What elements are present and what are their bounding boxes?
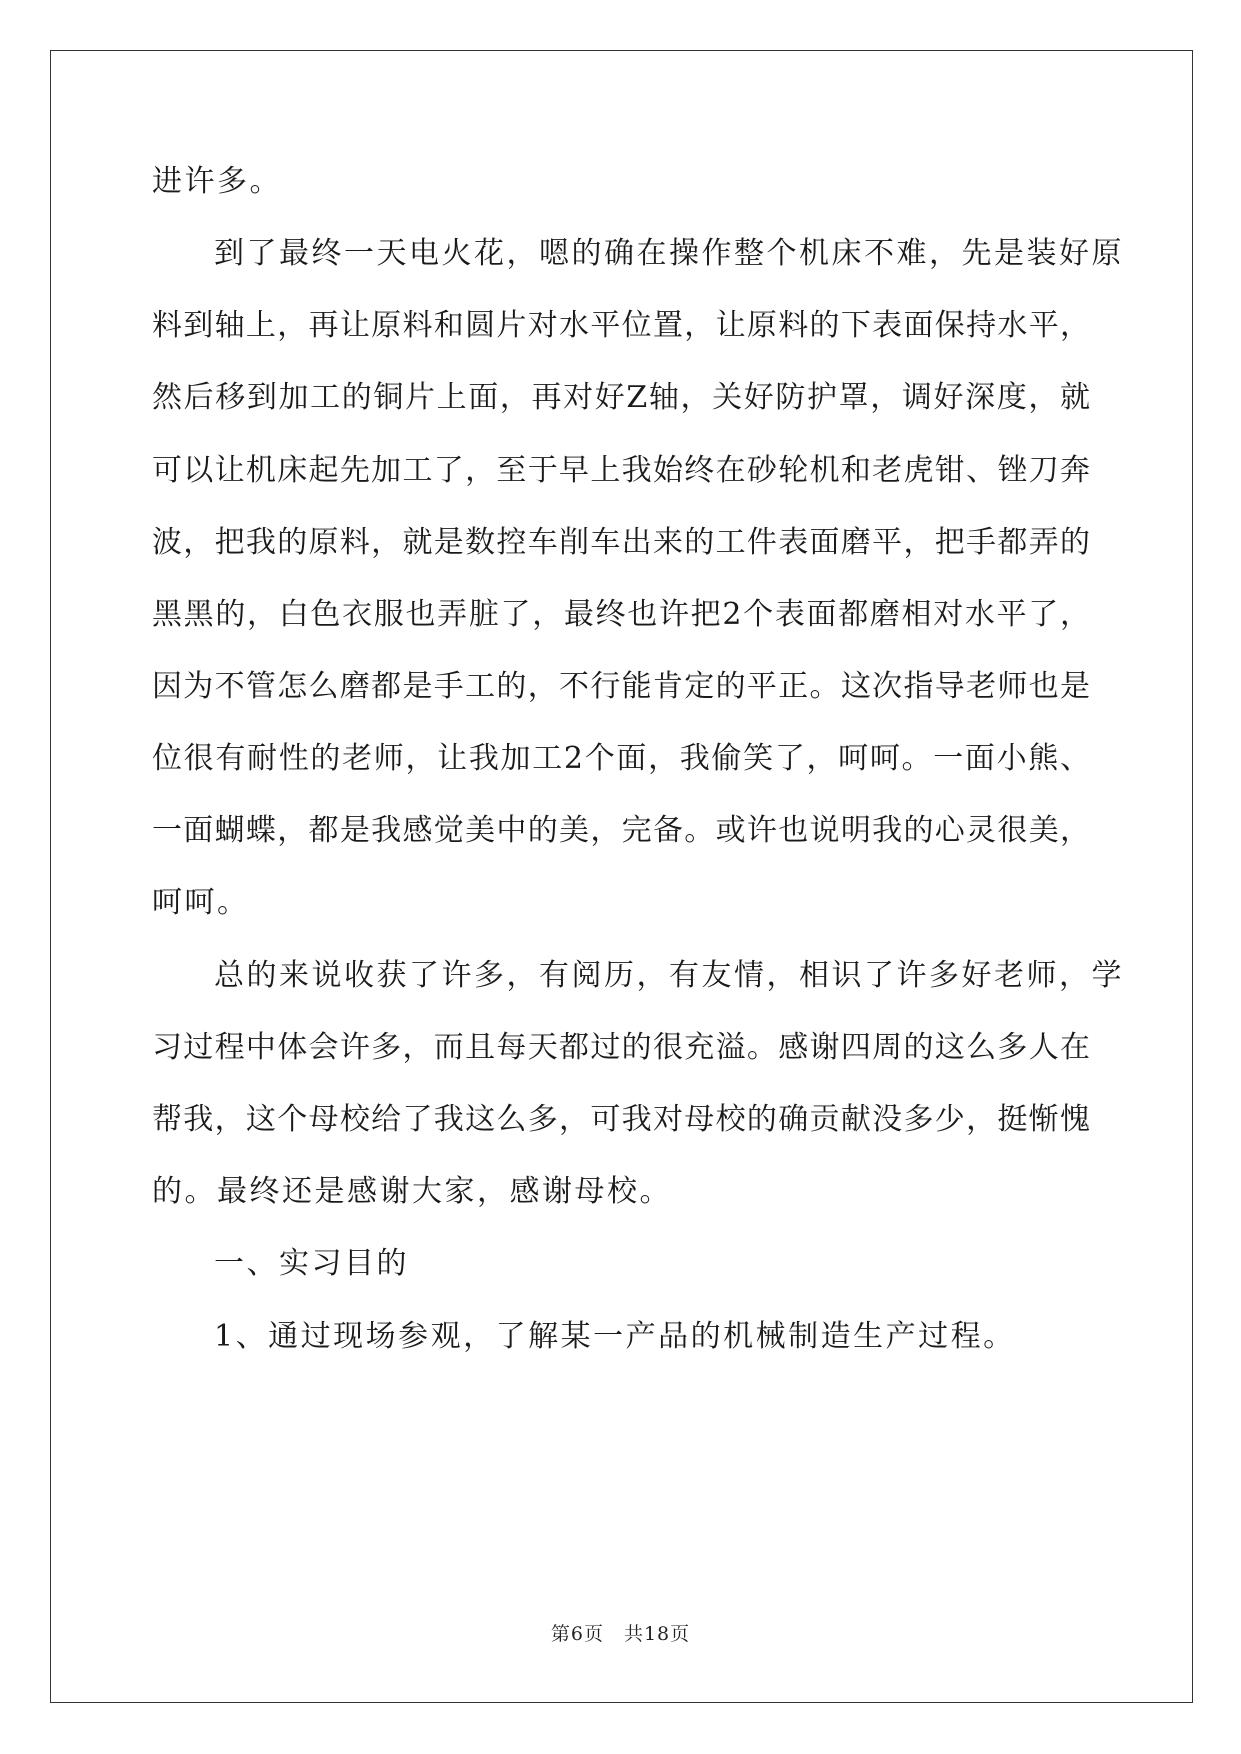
page-footer xyxy=(0,1622,1241,1646)
text-line: 一面蝴蝶，都是我感觉美中的美，完备。或许也说明我的心灵很美， xyxy=(152,813,1090,848)
text-line: 因为不管怎么磨都是手工的，不行能肯定的平正。这次指导老师也是 xyxy=(152,669,1090,704)
text-line: 的。最终还是感谢大家，感谢母校。 xyxy=(152,1174,672,1209)
text-line: 1、通过现场参观，了解某一产品的机械制造生产过程。 xyxy=(214,1319,1016,1354)
text-line: 习过程中体会许多，而且每天都过的很充溢。感谢四周的这么多人在 xyxy=(152,1030,1090,1065)
text-line: 黑黑的，白色衣服也弄脏了，最终也许把2个表面都磨相对水平了， xyxy=(152,597,1090,632)
text-line: 波，把我的原料，就是数控车削车出来的工件表面磨平，把手都弄的 xyxy=(152,525,1090,560)
page-number: 第6页 xyxy=(550,1623,604,1645)
page-border xyxy=(50,50,1193,1703)
text-line: 进许多。 xyxy=(152,164,282,199)
text-line: 总的来说收获了许多，有阅历，有友情，相识了许多好老师，学 xyxy=(214,958,1124,993)
section-heading: 一、实习目的 xyxy=(214,1246,409,1281)
text-line: 呵呵。 xyxy=(152,885,250,920)
text-line: 到了最终一天电火花，嗯的确在操作整个机床不难，先是装好原 xyxy=(214,236,1124,271)
text-line: 可以让机床起先加工了，至于早上我始终在砂轮机和老虎钳、锉刀奔 xyxy=(152,453,1090,488)
text-line: 帮我，这个母校给了我这么多，可我对母校的确贡献没多少，挺惭愧 xyxy=(152,1102,1090,1137)
text-line: 位很有耐性的老师，让我加工2个面，我偷笑了，呵呵。一面小熊、 xyxy=(152,741,1090,776)
text-line: 然后移到加工的铜片上面，再对好Z轴，关好防护罩，调好深度，就 xyxy=(152,380,1090,415)
text-line: 料到轴上，再让原料和圆片对水平位置，让原料的下表面保持水平， xyxy=(152,308,1090,343)
page-total: 共18页 xyxy=(623,1623,691,1645)
